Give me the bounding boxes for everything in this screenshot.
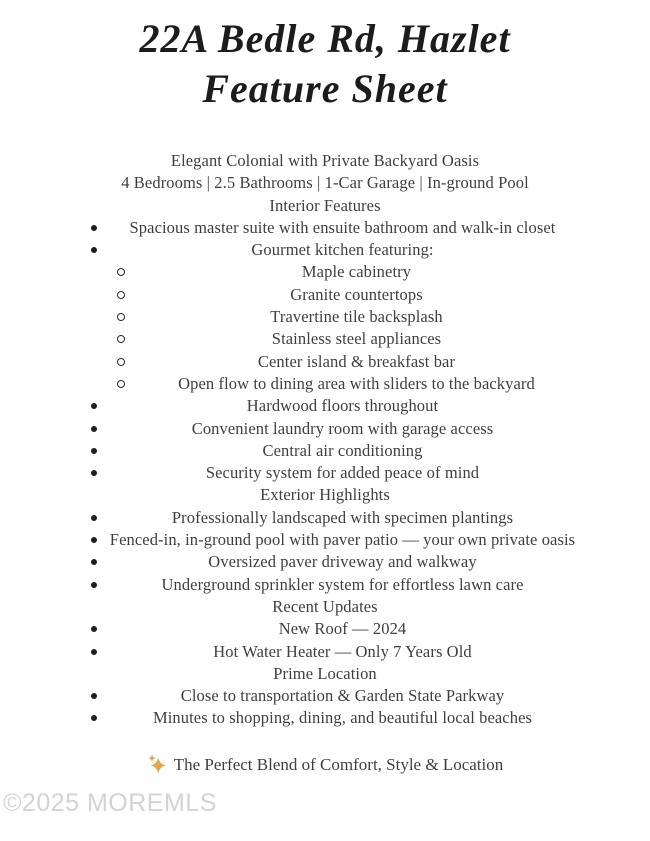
list-item-text: Gourmet kitchen featuring:: [251, 240, 434, 260]
page-subtitle: Feature Sheet: [202, 66, 448, 111]
list-item-text: Open flow to dining area with sliders to the backyard: [178, 373, 535, 393]
bullet-icon: [91, 649, 97, 655]
tagline: [0, 753, 650, 777]
list-item-text: Oversized paver driveway and walkway: [208, 552, 477, 572]
bullet-icon: [91, 426, 97, 432]
circle-bullet-icon: [117, 358, 125, 366]
bullet-icon: [91, 515, 97, 521]
list-item-text: Maple cabinetry: [301, 262, 412, 282]
circle-bullet-icon: [117, 268, 125, 276]
list-item-text: Professionally landscaped with specimen plantings: [171, 507, 514, 527]
list-item: [105, 507, 580, 529]
bullet-icon: [91, 693, 97, 699]
list-item-text: Spacious master suite with ensuite bathroom and walk-in closet: [129, 217, 556, 237]
section-heading-interior: Interior Features: [269, 195, 381, 215]
circle-bullet-icon: [117, 335, 125, 343]
bullet-icon: [91, 225, 97, 231]
page-title: 22A Bedle Rd, Hazlet: [139, 16, 511, 61]
list-subitem: [133, 328, 580, 350]
list-item: [105, 418, 580, 440]
circle-bullet-icon: [117, 291, 125, 299]
list-item: [105, 395, 580, 417]
feature-list: [0, 150, 650, 730]
list-item: [105, 618, 580, 640]
list-item-text: Granite countertops: [290, 284, 423, 304]
list-item-text: Convenient laundry room with garage access: [191, 418, 494, 438]
bullet-icon: [91, 470, 97, 476]
list-subitem: [133, 373, 580, 395]
bullet-icon: [91, 403, 97, 409]
intro-stats-line: 4 Bedrooms | 2.5 Bathrooms | 1-Car Garage | In-ground Pool: [121, 173, 529, 193]
bullet-icon: [91, 247, 97, 253]
list-item-text: Minutes to shopping, dining, and beautiful local beaches: [152, 708, 533, 728]
list-item: [105, 462, 580, 484]
list-item: [105, 551, 580, 573]
bullet-icon: [91, 715, 97, 721]
list-item: [105, 217, 580, 239]
list-subitem: [133, 261, 580, 283]
bullet-icon: [91, 626, 97, 632]
circle-bullet-icon: [117, 380, 125, 388]
list-item-text: Security system for added peace of mind: [205, 463, 480, 483]
circle-bullet-icon: [117, 313, 125, 321]
section-heading-updates: Recent Updates: [272, 596, 378, 616]
bullet-icon: [91, 537, 97, 543]
section-heading-location: Prime Location: [273, 663, 377, 683]
list-subitem: [133, 306, 580, 328]
list-item: [105, 239, 580, 261]
list-item-text: Fenced-in, in-ground pool with paver patio — your own private oasis: [109, 530, 576, 550]
bullet-icon: [91, 559, 97, 565]
list-item-text: Travertine tile backsplash: [270, 307, 443, 327]
list-subitem: [133, 351, 580, 373]
list-item-text: Stainless steel appliances: [271, 329, 442, 349]
sparkle-icon: [147, 754, 167, 774]
list-item: [105, 685, 580, 707]
list-item-text: Underground sprinkler system for effortless lawn care: [161, 574, 524, 594]
list-item-text: Central air conditioning: [262, 440, 423, 460]
bullet-icon: [91, 448, 97, 454]
list-item: [105, 529, 580, 551]
tagline-text: The Perfect Blend of Comfort, Style & Location: [173, 755, 504, 774]
list-item: [105, 440, 580, 462]
list-item-text: Hardwood floors throughout: [246, 396, 439, 416]
bullet-icon: [91, 582, 97, 588]
list-item-text: Close to transportation & Garden State Parkway: [180, 686, 505, 706]
intro-line: Elegant Colonial with Private Backyard Oasis: [170, 151, 480, 170]
list-item-text: Center island & breakfast bar: [257, 351, 456, 371]
list-item: [105, 707, 580, 729]
list-item-text: Hot Water Heater — Only 7 Years Old: [213, 641, 472, 661]
list-item-text: New Roof — 2024: [278, 619, 407, 639]
list-item: [105, 641, 580, 663]
list-item: [105, 574, 580, 596]
watermark-text: ©2025 MOREMLS: [3, 789, 217, 817]
section-heading-exterior: Exterior Highlights: [260, 485, 390, 505]
list-subitem: [133, 284, 580, 306]
title-block: [0, 14, 650, 114]
